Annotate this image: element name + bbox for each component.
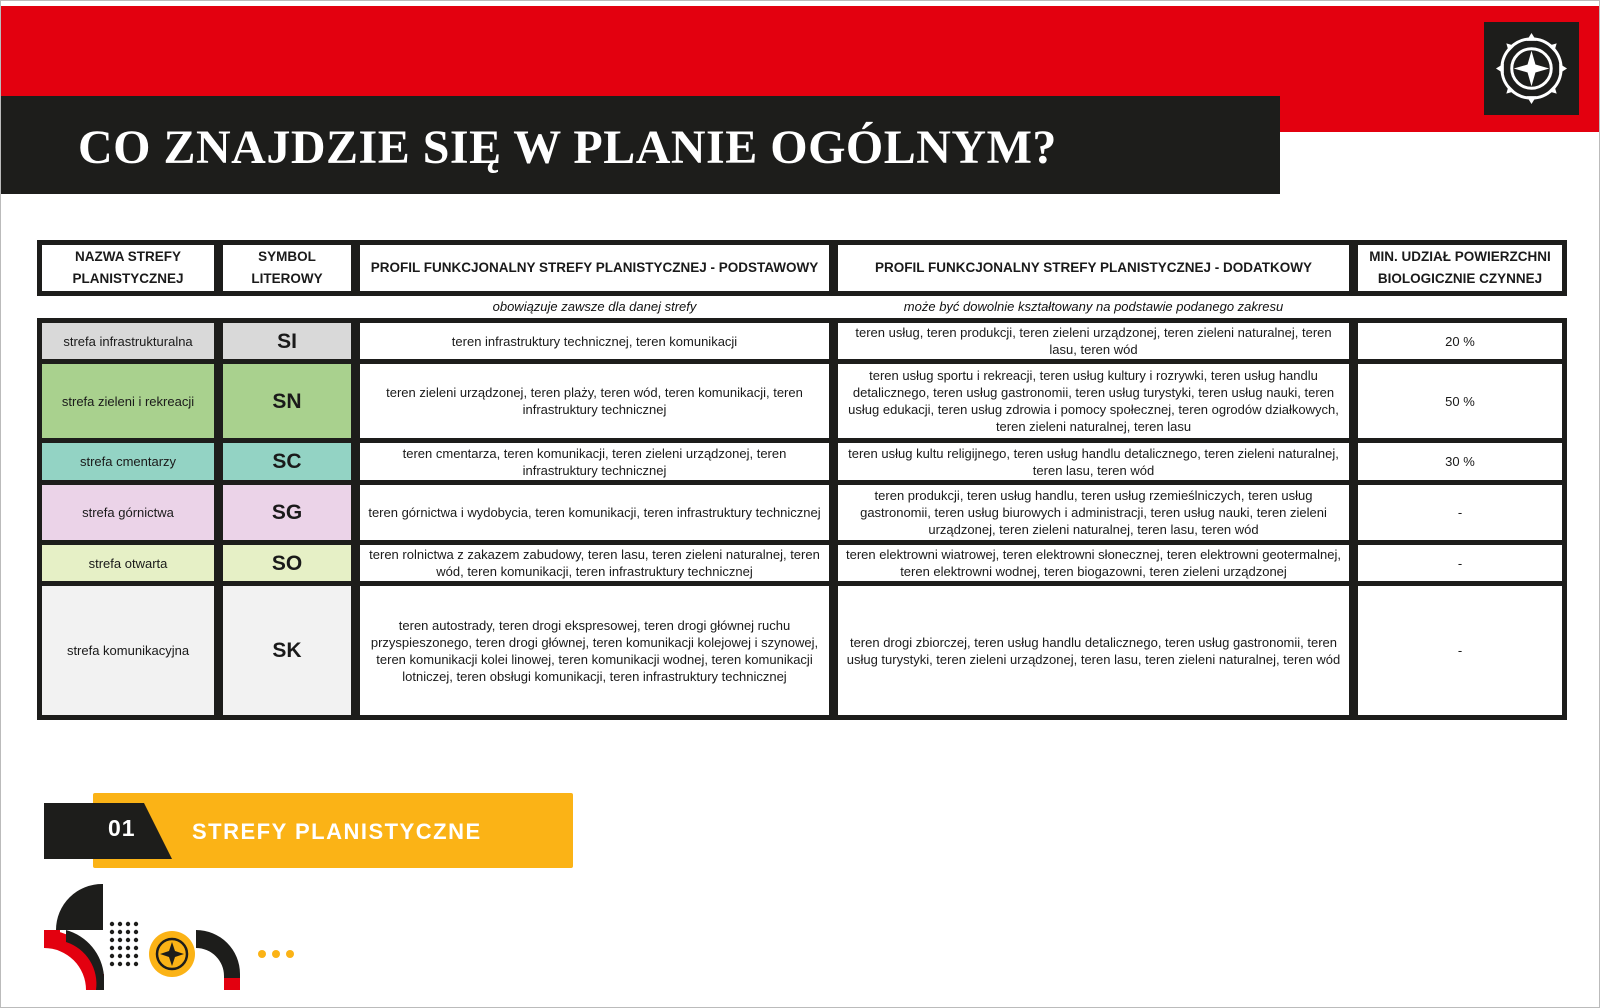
zone-symbol-so: SO (223, 545, 351, 581)
zone-bio-sn: 50 % (1358, 364, 1562, 438)
zone-name-so: strefa otwarta (42, 545, 214, 581)
zone-name-si: strefa infrastrukturalna (42, 323, 214, 359)
zone-basic-sn: teren zieleni urządzonej, teren plaży, teren wód, teren komunikacji, teren infrastruktury technicznej (360, 364, 829, 438)
table-body (37, 318, 1567, 720)
zone-additional-sg: teren produkcji, teren usług handlu, teren usług rzemieślniczych, teren usług gastronomii, teren usług biurowych i administracji, teren usług nauki, teren zieleni urządzonej, teren zieleni naturalnej, teren lasu, teren wód (838, 485, 1349, 540)
zone-bio-sg: - (1358, 485, 1562, 540)
zone-name-sg: strefa górnictwa (42, 485, 214, 540)
table-subheader-row (37, 296, 1567, 318)
header-additional-profile: PROFIL FUNKCJONALNY STREFY PLANISTYCZNEJ - DODATKOWY (838, 245, 1349, 291)
decorative-shapes-icon (40, 880, 310, 990)
zone-basic-si: teren infrastruktury technicznej, teren komunikacji (360, 323, 829, 359)
zone-bio-sk: - (1358, 586, 1562, 715)
zone-bio-sc: 30 % (1358, 443, 1562, 480)
subheader-basic: obowiązuje zawsze dla danej strefy (492, 299, 697, 314)
zone-symbol-sg: SG (223, 485, 351, 540)
header-basic-profile: PROFIL FUNKCJONALNY STREFY PLANISTYCZNEJ - PODSTAWOWY (360, 245, 829, 291)
table-header-row (37, 240, 1567, 296)
zone-additional-sc: teren usług kultu religijnego, teren usług handlu detalicznego, teren zieleni naturalnej, teren lasu, teren wód (838, 443, 1349, 480)
zone-additional-si: teren usług, teren produkcji, teren zieleni urządzonej, teren zieleni naturalnej, teren lasu, teren wód (838, 323, 1349, 359)
logo-emblem-icon (1492, 29, 1571, 108)
logo (1484, 22, 1579, 115)
zone-symbol-si: SI (223, 323, 351, 359)
zone-basic-sg: teren górnictwa i wydobycia, teren komunikacji, teren infrastruktury technicznej (360, 485, 829, 540)
zone-name-sk: strefa komunikacyjna (42, 586, 214, 715)
page-title: CO ZNAJDZIE SIĘ W PLANIE OGÓLNYM? (78, 121, 1057, 174)
subheader-additional: może być dowolnie kształtowany na podstawie podanego zakresu (903, 299, 1284, 314)
zone-name-sc: strefa cmentarzy (42, 443, 214, 480)
zone-symbol-sn: SN (223, 364, 351, 438)
zone-additional-sn: teren usług sportu i rekreacji, teren usług kultury i rozrywki, teren usług handlu detalicznego, teren usług gastronomii, teren usług turystyki, teren usług nauki, teren usług edukacji, teren usług zdrowia i pomocy społecznej, teren ogrodów działkowych, teren zieleni naturalnej, teren lasu (838, 364, 1349, 438)
zone-bio-so: - (1358, 545, 1562, 581)
header-zone-name: NAZWA STREFY PLANISTYCZNEJ (42, 245, 214, 291)
zone-name-sn: strefa zieleni i rekreacji (42, 364, 214, 438)
zone-symbol-sk: SK (223, 586, 351, 715)
zone-symbol-sc: SC (223, 443, 351, 480)
section-number: 01 (108, 815, 136, 841)
zone-bio-si: 20 % (1358, 323, 1562, 359)
zone-basic-sk: teren autostrady, teren drogi ekspresowej, teren drogi głównej ruchu przyspieszonego, teren drogi głównej, teren komunikacji kolejowej i szynowej, teren komunikacji kolei linowej, teren komunikacji wodnej, teren komunikacji lotniczej, teren obsługi komunikacji, teren infrastruktury technicznej (360, 586, 829, 715)
section-label: STREFY PLANISTYCZNE (192, 819, 482, 844)
zone-basic-sc: teren cmentarza, teren komunikacji, teren zieleni urządzonej, teren infrastruktury technicznej (360, 443, 829, 480)
header-bio-share: MIN. UDZIAŁ POWIERZCHNI BIOLOGICZNIE CZYNNEJ (1358, 245, 1562, 291)
zone-basic-so: teren rolnictwa z zakazem zabudowy, teren lasu, teren zieleni naturalnej, teren wód, teren komunikacji, teren infrastruktury technicznej (360, 545, 829, 581)
zone-additional-sk: teren drogi zbiorczej, teren usług handlu detalicznego, teren usług gastronomii, teren usług turystyki, teren zieleni urządzonej, teren lasu, teren zieleni naturalnej, teren wód (838, 586, 1349, 715)
header-symbol: SYMBOL LITEROWY (223, 245, 351, 291)
zone-additional-so: teren elektrowni wiatrowej, teren elektrowni słonecznej, teren elektrowni geotermalnej, teren elektrowni wodnej, teren biogazowni, teren zieleni urządzonej (838, 545, 1349, 581)
